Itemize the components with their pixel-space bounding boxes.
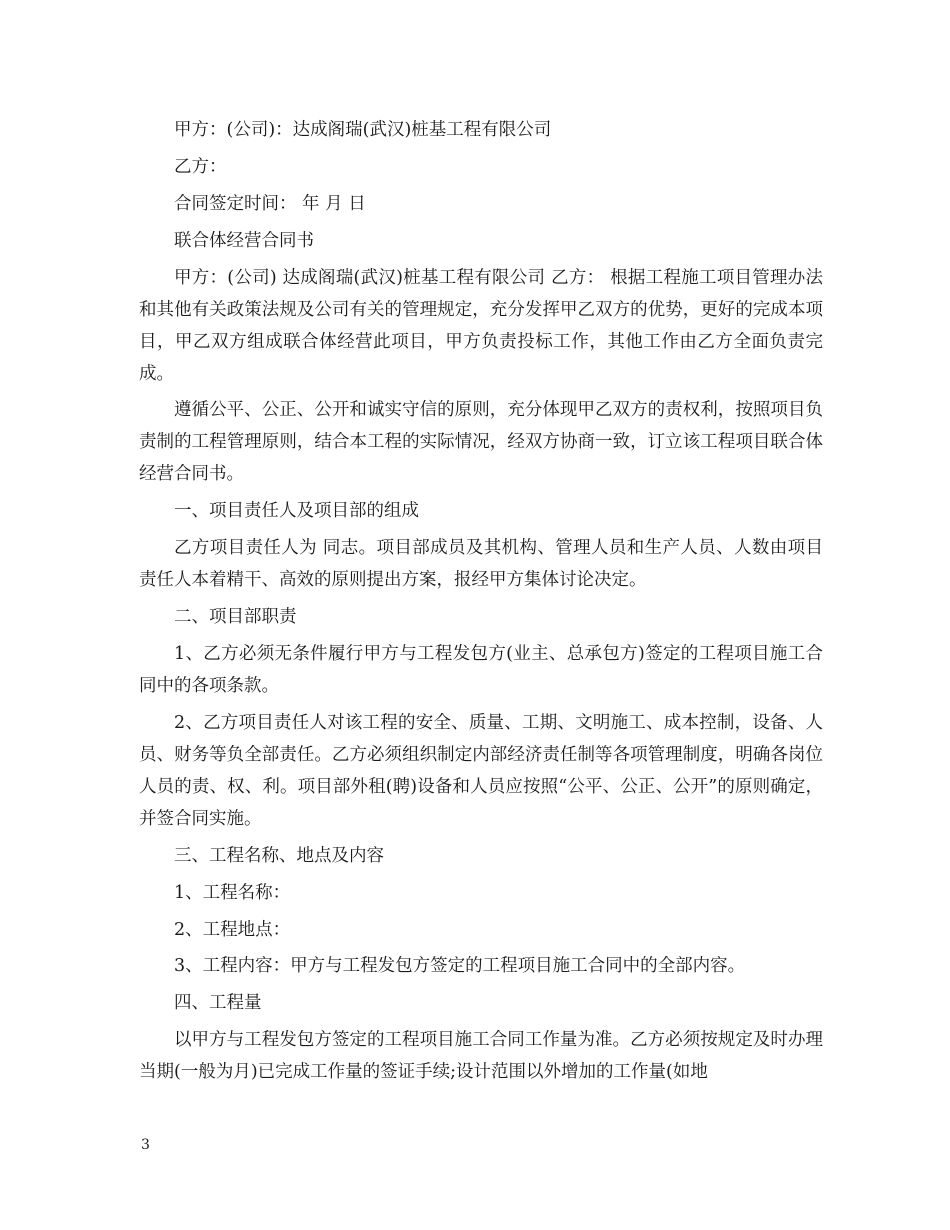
- section-heading-2: 二、项目部职责: [174, 607, 297, 628]
- project-content-line: 3、工程内容：甲方与工程发包方签定的工程项目施工合同中的全部内容。: [174, 956, 746, 977]
- paragraph-principles: 遵循公平、公正、公开和诚实守信的原则，充分体现甲乙双方的责权利，按照项目负责制的工程管理原则，结合本工程的实际情况，经双方协商一致，订立该工程项目联合体经营合同书。: [139, 400, 823, 485]
- paragraph-section-2-item-1: 1、乙方必须无条件履行甲方与工程发包方(业主、总承包方)签定的工程项目施工合同中的各项条款。: [139, 644, 823, 697]
- paragraph-section-1: 乙方项目责任人为 同志。项目部成员及其机构、管理人员和生产人员、人数由项目责任人本着精干、高效的原则提出方案，报经甲方集体讨论决定。: [139, 538, 823, 591]
- project-location-line: 2、工程地点：: [174, 919, 291, 940]
- party-b-line: 乙方：: [174, 156, 227, 177]
- signing-date-line: 合同签定时间： 年 月 日: [174, 193, 366, 214]
- contract-title: 联合体经营合同书: [174, 230, 314, 251]
- section-heading-3: 三、工程名称、地点及内容: [174, 845, 384, 866]
- paragraph-section-4: 以甲方与工程发包方签定的工程项目施工合同工作量为准。乙方必须按规定及时办理当期(一般为月)已完成工作量的签证手续;设计范围以外增加的工作量(如地: [139, 1030, 823, 1083]
- project-name-line: 1、工程名称：: [174, 882, 291, 903]
- section-heading-4: 四、工程量: [174, 993, 262, 1014]
- document-body: [139, 114, 823, 1093]
- paragraph-preamble: 甲方：(公司) 达成阁瑞(武汉)桩基工程有限公司 乙方： 根据工程施工项目管理办法和其他有关政策法规及公司有关的管理规定，充分发挥甲乙双方的优势，更好的完成本项目，甲乙双方组成联合体经营此项目，甲方负责投标工作，其他工作由乙方全面负责完成。: [139, 267, 823, 384]
- page-number: 3: [141, 1137, 150, 1153]
- section-heading-1: 一、项目责任人及项目部的组成: [174, 501, 419, 522]
- paragraph-section-2-item-2: 2、乙方项目责任人对该工程的安全、质量、工期、文明施工、成本控制，设备、人员、财务等负全部责任。乙方必须组织制定内部经济责任制等各项管理制度，明确各岗位人员的责、权、利。项目部外租(聘)设备和人员应按照“公平、公正、公开”的原则确定，并签合同实施。: [139, 712, 823, 829]
- party-a-line: 甲方：(公司)：达成阁瑞(武汉)桩基工程有限公司: [174, 120, 552, 140]
